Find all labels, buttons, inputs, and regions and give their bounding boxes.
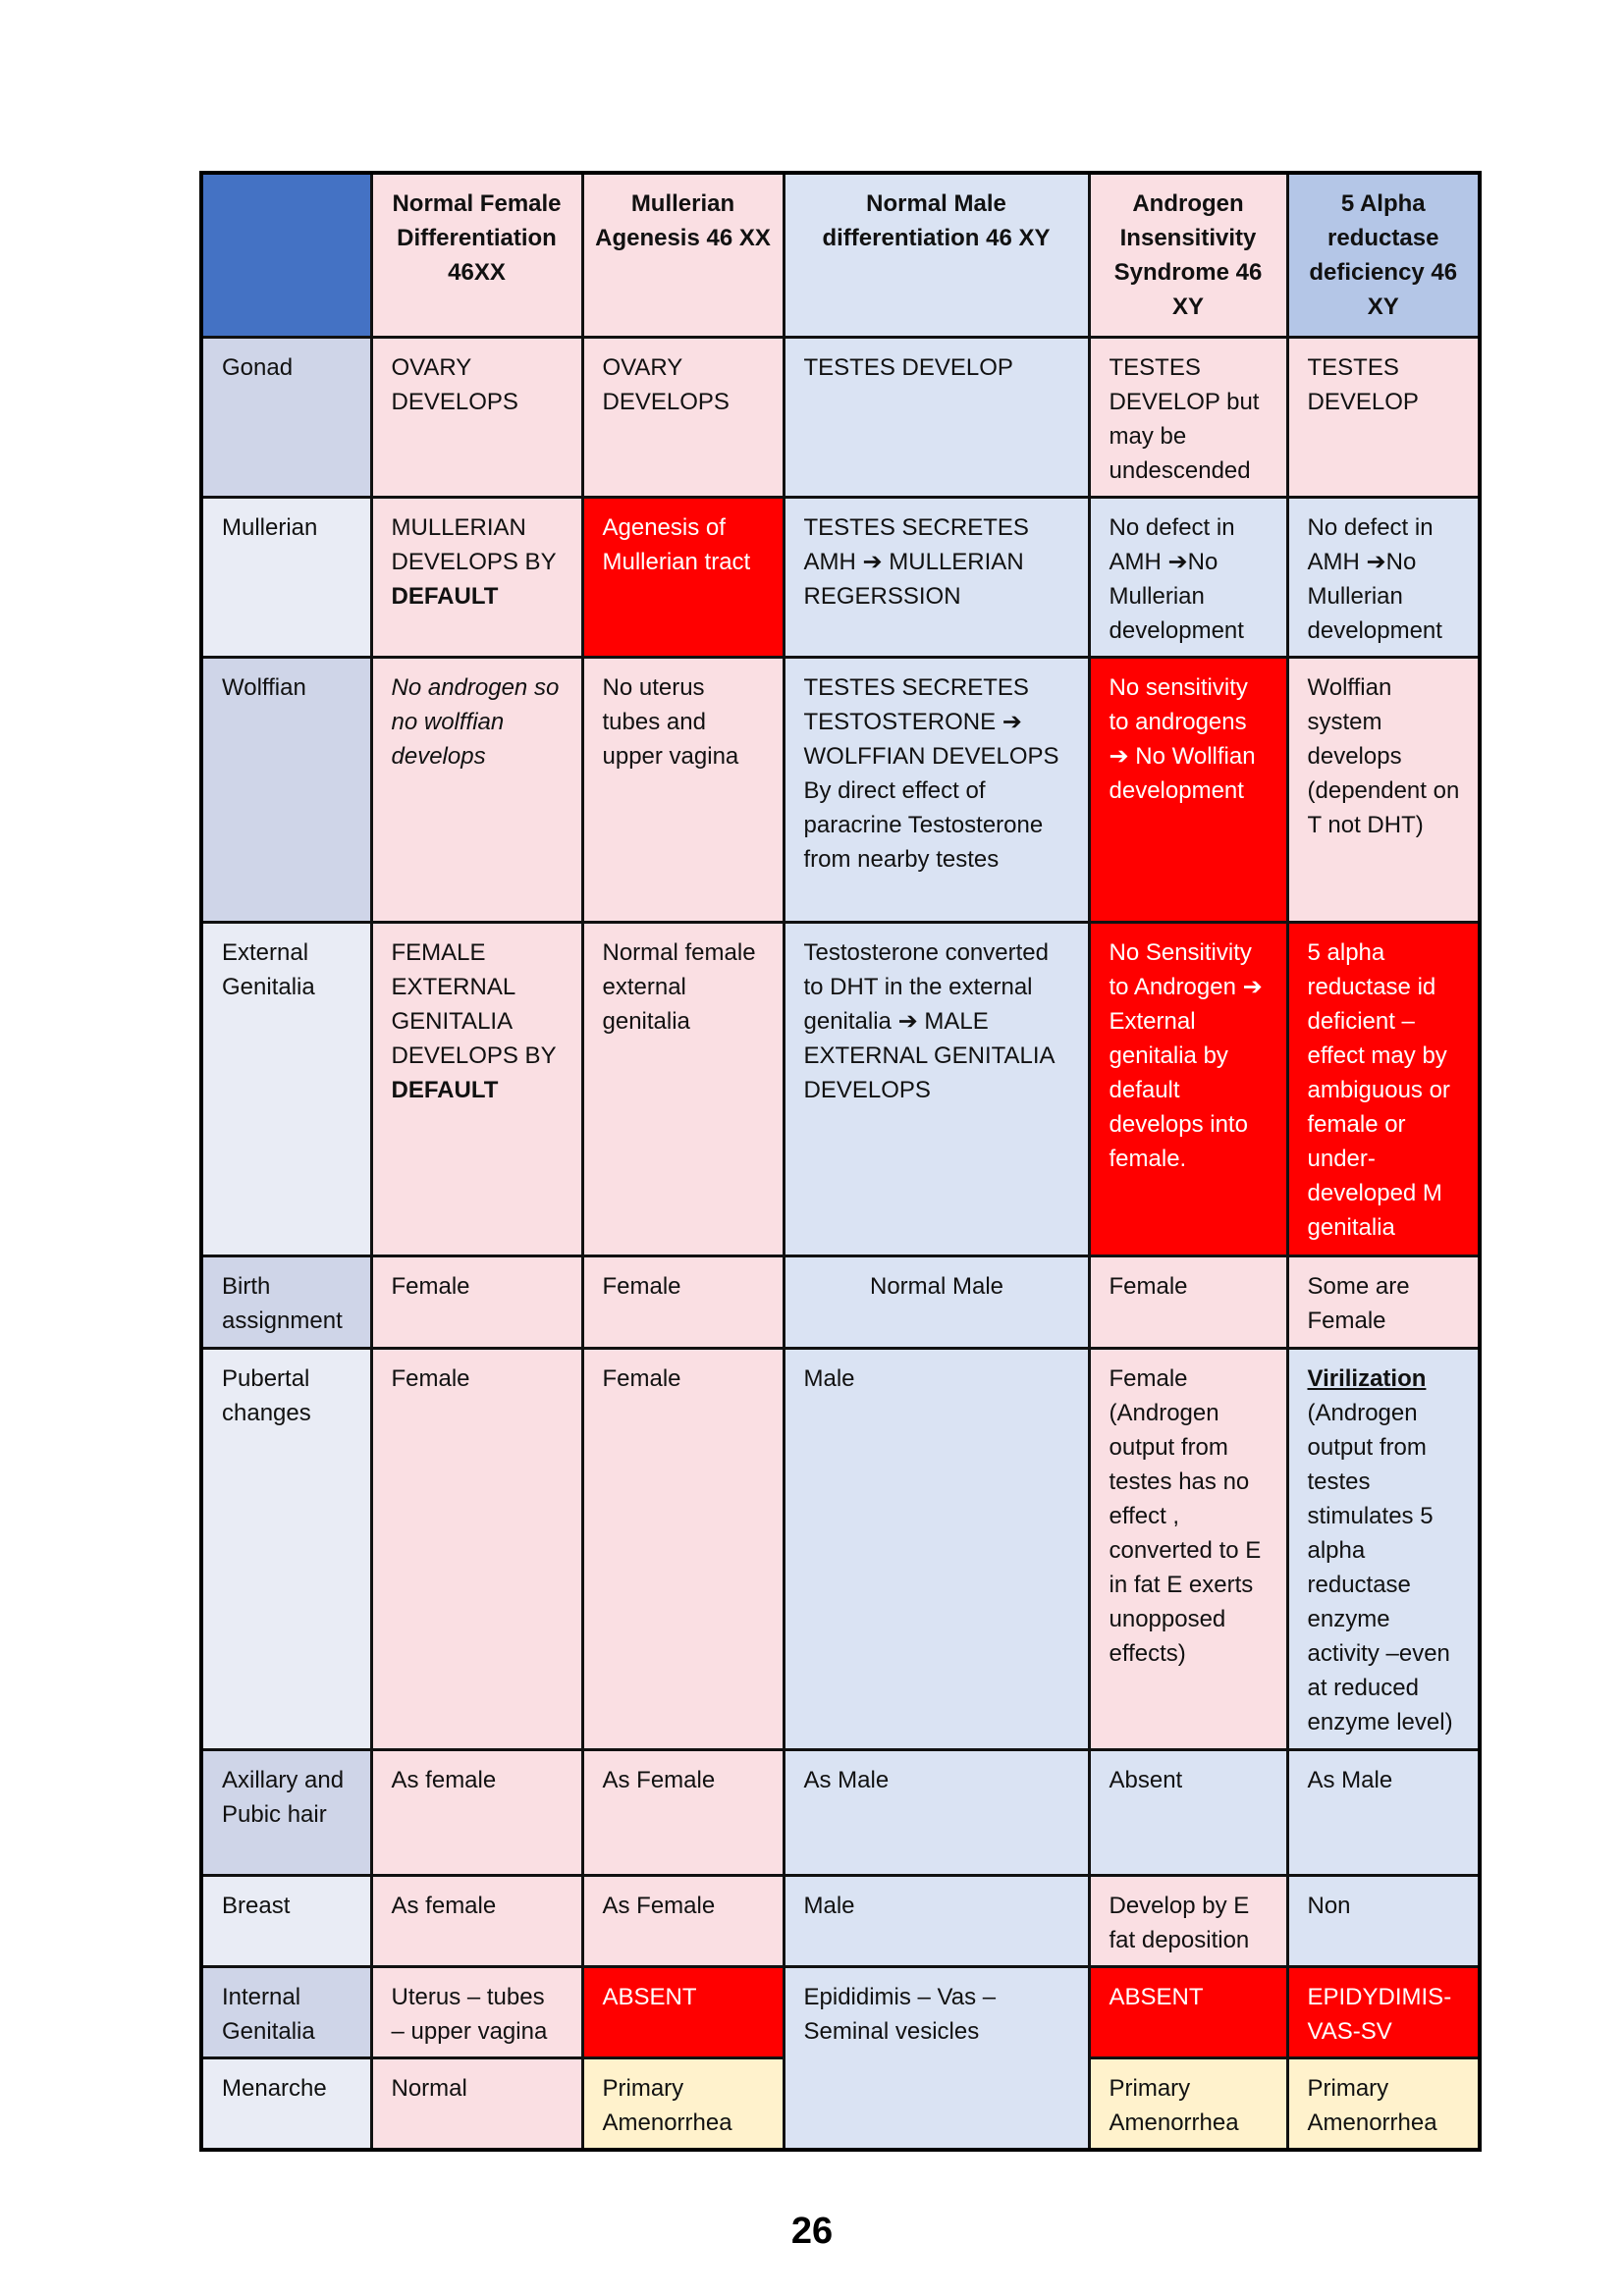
row-label: Wolffian — [201, 658, 371, 923]
cell-ais — [1089, 1876, 1287, 1967]
table-row — [201, 658, 1480, 923]
cell-normal-female — [371, 1876, 582, 1967]
cell-ais — [1089, 1256, 1287, 1349]
cell-text: Male — [803, 1893, 855, 1919]
cell-5-alpha — [1287, 1349, 1480, 1750]
cell-text: Female — [391, 1365, 470, 1392]
cell-text: (Androgen output from testes stimulates 5 alpha reductase enzyme activity –even at reduced enzyme level) — [1307, 1400, 1453, 1735]
cell-text: DEFAULT — [391, 1077, 499, 1103]
cell-text: TESTES SECRETES TESTOSTERONE ➔ WOLFFIAN DEVELOPS By direct effect of paracrine Testosterone from nearby testes — [803, 674, 1059, 873]
cell-mullerian-agenesis — [582, 1256, 784, 1349]
cell-text: Primary Amenorrhea — [602, 2075, 732, 2136]
cell-mullerian-agenesis — [582, 658, 784, 923]
cell-normal-female — [371, 923, 582, 1256]
cell-5-alpha — [1287, 338, 1480, 498]
cell-5-alpha — [1287, 498, 1480, 658]
cell-5-alpha — [1287, 923, 1480, 1256]
cell-text: Female — [602, 1365, 681, 1392]
header-5-alpha: 5 Alpha reductase deficiency 46 XY — [1287, 173, 1480, 338]
cell-ais — [1089, 658, 1287, 923]
row-label: Pubertal changes — [201, 1349, 371, 1750]
cell-text: No Sensitivity to Androgen ➔ External genitalia by default develops into female. — [1109, 939, 1263, 1172]
cell-text: Female — [391, 1273, 470, 1300]
cell-text: Normal — [391, 2075, 467, 2102]
cell-text: As Female — [602, 1767, 716, 1793]
row-label: Menarche — [201, 2058, 371, 2151]
cell-normal-male — [784, 1876, 1089, 1967]
cell-ais — [1089, 498, 1287, 658]
cell-5-alpha — [1287, 2058, 1480, 2151]
table-row — [201, 1967, 1480, 2058]
cell-text: Testosterone converted to DHT in the external genitalia ➔ MALE EXTERNAL GENITALIA DEVELOPS — [803, 939, 1055, 1103]
cell-mullerian-agenesis — [582, 2058, 784, 2151]
cell-normal-male — [784, 923, 1089, 1256]
cell-ais — [1089, 1349, 1287, 1750]
row-label: Gonad — [201, 338, 371, 498]
cell-text: As Male — [803, 1767, 890, 1793]
cell-5-alpha — [1287, 658, 1480, 923]
cell-normal-male — [784, 498, 1089, 658]
cell-text: MULLERIAN DEVELOPS BY — [391, 514, 557, 575]
table-row — [201, 1256, 1480, 1349]
cell-text: Uterus – tubes – upper vagina — [391, 1984, 548, 2045]
cell-normal-female — [371, 338, 582, 498]
table-row — [201, 1349, 1480, 1750]
dsd-comparison-table — [199, 171, 1482, 2152]
header-corner — [201, 173, 371, 338]
page-number: 26 — [790, 2211, 834, 2252]
cell-normal-female — [371, 658, 582, 923]
cell-normal-male — [784, 1349, 1089, 1750]
cell-ais — [1089, 2058, 1287, 2151]
cell-text: Female (Androgen output from testes has no effect , converted to E in fat E exerts unopposed effects) — [1109, 1365, 1262, 1667]
cell-mullerian-agenesis — [582, 923, 784, 1256]
table-row — [201, 338, 1480, 498]
cell-text: 5 alpha reductase id deficient – effect may by ambiguous or female or under-developed M genitalia — [1307, 939, 1450, 1241]
cell-text: TESTES SECRETES AMH ➔ MULLERIAN REGERSSION — [803, 514, 1029, 610]
cell-text: As Male — [1307, 1767, 1393, 1793]
cell-text: TESTES DEVELOP — [803, 354, 1013, 381]
cell-text: No defect in AMH ➔No Mullerian development — [1307, 514, 1442, 644]
cell-text: No sensitivity to androgens ➔ No Wollfian development — [1109, 674, 1256, 804]
cell-mullerian-agenesis — [582, 1750, 784, 1876]
cell-normal-female — [371, 1750, 582, 1876]
header-ais: Androgen Insensitivity Syndrome 46 XY — [1089, 173, 1287, 338]
cell-text: No androgen so no wolffian develops — [391, 674, 560, 770]
cell-text: Male — [803, 1365, 855, 1392]
cell-ais — [1089, 338, 1287, 498]
row-label: Birth assignment — [201, 1256, 371, 1349]
cell-text: Non — [1307, 1893, 1351, 1919]
cell-text: Develop by E fat deposition — [1109, 1893, 1250, 1953]
cell-text: Female — [1109, 1273, 1188, 1300]
cell-text: Wolffian system develops (dependent on T not DHT) — [1307, 674, 1460, 838]
table-row — [201, 498, 1480, 658]
cell-5-alpha — [1287, 1256, 1480, 1349]
cell-normal-male — [784, 338, 1089, 498]
table-row — [201, 1750, 1480, 1876]
cell-mullerian-agenesis — [582, 1349, 784, 1750]
cell-5-alpha — [1287, 1876, 1480, 1967]
cell-text: Female — [602, 1273, 681, 1300]
cell-text: Normal Male — [869, 1273, 1004, 1300]
cell-normal-female — [371, 1967, 582, 2058]
cell-normal-female — [371, 498, 582, 658]
cell-normal-male — [784, 1967, 1089, 2151]
cell-5-alpha — [1287, 1967, 1480, 2058]
header-row — [201, 173, 1480, 338]
cell-text: EPIDYDIMIS-VAS-SV — [1307, 1984, 1452, 2045]
cell-text: Primary Amenorrhea — [1109, 2075, 1239, 2136]
cell-text: TESTES DEVELOP — [1307, 354, 1419, 415]
cell-ais — [1089, 923, 1287, 1256]
cell-text: Virilization — [1307, 1365, 1427, 1392]
cell-normal-male — [784, 1256, 1089, 1349]
cell-text: Normal female external genitalia — [602, 939, 756, 1035]
cell-text: Agenesis of Mullerian tract — [602, 514, 751, 575]
row-label: External Genitalia — [201, 923, 371, 1256]
cell-mullerian-agenesis — [582, 1876, 784, 1967]
cell-text: Some are Female — [1307, 1273, 1410, 1334]
cell-text: Absent — [1109, 1767, 1183, 1793]
cell-text: OVARY DEVELOPS — [602, 354, 730, 415]
cell-text: OVARY DEVELOPS — [391, 354, 518, 415]
row-label: Mullerian — [201, 498, 371, 658]
cell-normal-female — [371, 2058, 582, 2151]
cell-normal-male — [784, 658, 1089, 923]
cell-text: DEFAULT — [391, 583, 499, 610]
cell-mullerian-agenesis — [582, 1967, 784, 2058]
table-row — [201, 1876, 1480, 1967]
row-label: Axillary and Pubic hair — [201, 1750, 371, 1876]
cell-mullerian-agenesis — [582, 498, 784, 658]
cell-text: As female — [391, 1767, 497, 1793]
header-normal-female: Normal Female Differentiation 46XX — [371, 173, 582, 338]
table-row — [201, 923, 1480, 1256]
cell-normal-female — [371, 1349, 582, 1750]
cell-text: No uterus tubes and upper vagina — [602, 674, 739, 770]
cell-mullerian-agenesis — [582, 338, 784, 498]
row-label: Breast — [201, 1876, 371, 1967]
cell-text: No defect in AMH ➔No Mullerian development — [1109, 514, 1244, 644]
cell-normal-female — [371, 1256, 582, 1349]
cell-text: ABSENT — [602, 1984, 697, 2010]
cell-text: FEMALE EXTERNAL GENITALIA DEVELOPS BY — [391, 939, 557, 1069]
cell-text: Primary Amenorrhea — [1307, 2075, 1437, 2136]
cell-text: ABSENT — [1109, 1984, 1204, 2010]
cell-normal-male — [784, 1750, 1089, 1876]
header-normal-male: Normal Male differentiation 46 XY — [784, 173, 1089, 338]
header-mullerian-agenesis: Mullerian Agenesis 46 XX — [582, 173, 784, 338]
cell-ais — [1089, 1750, 1287, 1876]
cell-5-alpha — [1287, 1750, 1480, 1876]
row-label: Internal Genitalia — [201, 1967, 371, 2058]
cell-text: TESTES DEVELOP but may be undescended — [1109, 354, 1260, 484]
cell-text: As Female — [602, 1893, 716, 1919]
cell-ais — [1089, 1967, 1287, 2058]
cell-text: Epididimis – Vas – Seminal vesicles — [803, 1984, 997, 2045]
cell-text: As female — [391, 1893, 497, 1919]
